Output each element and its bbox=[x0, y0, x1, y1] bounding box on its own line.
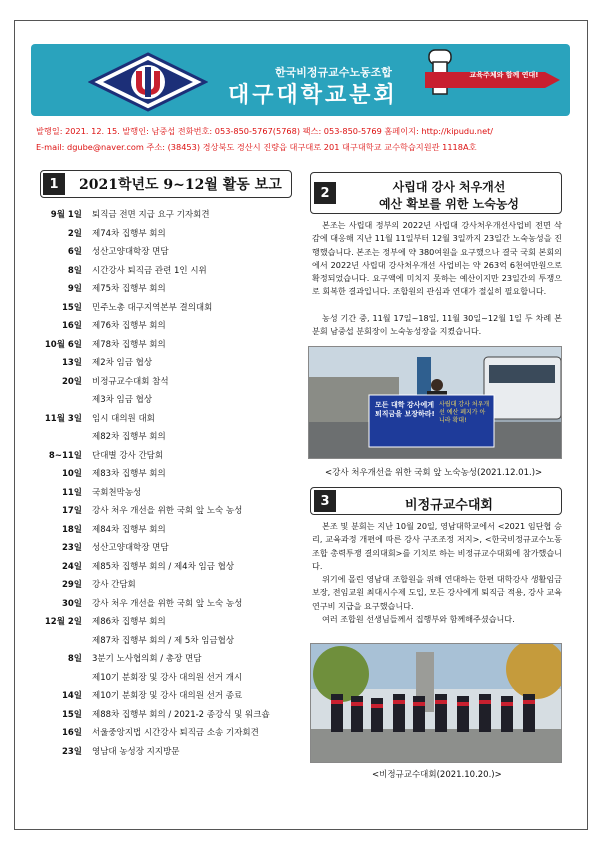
schedule-date: 8일 bbox=[67, 265, 82, 276]
schedule-date: 8일 bbox=[67, 654, 82, 664]
schedule-event: 시간강사 퇴직금 관련 1인 시위 bbox=[92, 265, 207, 276]
raised-fist-icon bbox=[415, 46, 565, 114]
schedule-date: 20일 bbox=[61, 376, 82, 387]
schedule-date: 8~11일 bbox=[48, 450, 82, 461]
schedule-date: 6일 bbox=[67, 247, 82, 257]
schedule-event: 영남대 농성장 지지방문 bbox=[92, 746, 180, 757]
publication-info: 발행일: 2021. 12. 15. 발행인: 남중섭 전화번호: 053-850-5767(5768) 팩스: 053-850-5769 홈페이지: http://kipudu.net/ bbox=[36, 126, 494, 136]
schedule-event: 비정규교수대회 참석 bbox=[92, 376, 169, 387]
schedule-date: 15일 bbox=[61, 302, 82, 313]
schedule-date: 17일 bbox=[61, 506, 82, 516]
union-logo-icon bbox=[88, 51, 208, 113]
schedule-event: 제84차 집행부 회의 bbox=[92, 524, 166, 535]
section2-paragraph2: 농성 기간 중, 11월 17일~18일, 11월 30일~12월 1일 두 차례 본 분회 남중섭 분회장이 노숙농성장을 지켰습니다. bbox=[312, 313, 562, 337]
rally-photo-caption: <비정규교수대회(2021.10.20.)> bbox=[372, 770, 502, 780]
schedule-event: 제86차 집행부 회의 bbox=[92, 617, 166, 627]
section1-title: 2021학년도 9~12월 활동 보고 bbox=[79, 177, 282, 193]
schedule-date: 23일 bbox=[61, 746, 82, 757]
schedule-event: 성산고양대학장 면담 bbox=[92, 543, 169, 553]
rally-photo-illustration bbox=[311, 644, 561, 762]
rally-photo bbox=[310, 643, 562, 763]
schedule-date: 29일 bbox=[61, 580, 82, 590]
protest-sign-text: 모든 대학 강사에게 퇴직금을 보장하라! bbox=[375, 401, 435, 418]
schedule-event: 제88차 집행부 회의 / 2021-2 종강식 및 워크숍 bbox=[92, 709, 270, 720]
schedule-event: 제78차 집행부 회의 bbox=[92, 339, 166, 350]
section3-paragraph2: 위기에 몰린 영남대 조합원을 위해 연대하는 한편 대학강사 생활임금 보장, 전임교원 최대시수제 도입, 모든 강사에게 퇴직금 적용, 강사 교육연구비 지급을 요구했습니다. bbox=[312, 574, 562, 611]
schedule-event: 제82차 집행부 회의 bbox=[92, 432, 166, 442]
schedule-date: 16일 bbox=[61, 321, 82, 331]
section1-number: 1 bbox=[43, 173, 65, 195]
schedule-date: 10월 6일 bbox=[44, 339, 82, 350]
schedule-event: 제2차 임금 협상 bbox=[92, 358, 153, 368]
section2-heading bbox=[310, 172, 562, 214]
schedule-date: 18일 bbox=[61, 524, 82, 535]
section1-heading bbox=[40, 170, 292, 198]
schedule-date: 11월 3일 bbox=[44, 413, 82, 424]
contact-info: E-mail: dgube@naver.com 주소: (38453) 경상북도 경산시 진량읍 대구대로 201 대구대학교 교수학습지원관 1118A호 bbox=[36, 142, 477, 152]
schedule-date: 14일 bbox=[61, 691, 82, 701]
schedule-event: 강사 처우 개선을 위한 국회 앞 노숙 농성 bbox=[92, 598, 243, 609]
schedule-event: 임시 대의원 대회 bbox=[92, 413, 155, 424]
section2-number: 2 bbox=[314, 182, 336, 204]
schedule-event: 퇴직금 전면 지급 요구 기자회견 bbox=[92, 210, 210, 220]
schedule-event: 강사 간담회 bbox=[92, 580, 136, 590]
schedule-date: 10일 bbox=[61, 469, 82, 479]
section3-paragraph3: 여러 조합원 선생님들께서 집행부와 함께해주셨습니다. bbox=[322, 614, 515, 624]
schedule-date: 30일 bbox=[61, 598, 82, 609]
protest-sign-subtext: 사립대 강사 처우개선 예산 폐지가 아니라 확대! bbox=[439, 401, 490, 424]
sit-in-photo bbox=[308, 346, 562, 459]
schedule-event: 제87차 집행부 회의 / 제 5차 임금협상 bbox=[92, 635, 235, 646]
schedule-event: 민주노총 대구지역본부 결의대회 bbox=[92, 302, 213, 313]
schedule-event: 제75차 집행부 회의 bbox=[92, 284, 166, 294]
schedule-event: 국회천막농성 bbox=[92, 487, 142, 498]
sit-in-photo-caption: <강사 처우개선을 위한 국회 앞 노숙농성(2021.12.01.)> bbox=[325, 468, 543, 478]
schedule-event: 강사 처우 개선을 위한 국회 앞 노숙 농성 bbox=[92, 506, 243, 516]
fist-banner-slogan: 교육주체와 함께 연대! bbox=[469, 71, 539, 79]
section3-heading bbox=[310, 487, 562, 515]
schedule-date: 13일 bbox=[61, 358, 82, 368]
schedule-date: 12월 2일 bbox=[44, 617, 82, 627]
schedule-event: 제3차 임금 협상 bbox=[92, 395, 153, 405]
schedule-event: 제10기 분회장 및 강사 대의원 선거 종료 bbox=[92, 691, 243, 701]
schedule-date: 24일 bbox=[61, 561, 82, 572]
section3-paragraph1: 본조 및 분회는 지난 10월 20일, 영남대학교에서 <2021 임단협 승리, 교육과정 개편에 따른 강사 구조조정 저지>, <한국비정규교수노동조합 총력투쟁 결의대회>를 기치로 하는 비정규교수대회에 참가했습니다. bbox=[312, 521, 562, 571]
schedule-date: 2일 bbox=[67, 228, 82, 239]
schedule-event: 단대별 강사 간담회 bbox=[92, 450, 164, 461]
section2-paragraph1: 본조는 사립대 정부의 2022년 사립대 강사처우개선사업비 전면 삭감에 대응해 지난 11월 11일부터 12월 3일까지 23일간 노숙농성을 진행했습니다. 본조는 정부에 약 380여원을 요구했으나 결국 국회 본회의에서 2022년 사립대 강사처우개선 사업비는 약 263억 6천여만원으로 확정되었습니다. 요구액에 미치지 못하는 예산이지만 23일간의 투쟁으로 회복한 결과입니다. 조합원의 관심과 연대가 절실히 필요합니다. bbox=[312, 220, 562, 297]
section2-title-line1: 사립대 강사 처우개선 bbox=[392, 180, 506, 194]
schedule-date: 9월 1일 bbox=[50, 210, 82, 220]
schedule-event: 제74차 집행부 회의 bbox=[92, 228, 166, 239]
schedule-date: 9일 bbox=[67, 284, 82, 294]
branch-name: 대구대학교분회 bbox=[228, 83, 398, 108]
schedule-date: 11일 bbox=[61, 487, 82, 498]
sit-in-photo-illustration bbox=[309, 347, 561, 458]
schedule-event: 제85차 집행부 회의 / 제4차 임금 협상 bbox=[92, 561, 235, 572]
schedule-event: 성산고양대학장 면담 bbox=[92, 247, 169, 257]
schedule-date: 16일 bbox=[61, 728, 82, 738]
schedule-date: 15일 bbox=[61, 709, 82, 720]
union-name: 한국비정규교수노동조합 bbox=[275, 66, 392, 79]
section3-title: 비정규교수대회 bbox=[405, 498, 493, 513]
schedule-date: 23일 bbox=[61, 543, 82, 553]
section2-title-line2: 예산 확보를 위한 노숙농성 bbox=[378, 197, 520, 211]
schedule-event: 제83차 집행부 회의 bbox=[92, 469, 166, 479]
schedule-event: 제10기 분회장 및 강사 대의원 선거 개시 bbox=[92, 672, 243, 683]
section3-number: 3 bbox=[314, 490, 336, 512]
schedule-event: 서울중앙지법 시간강사 퇴직금 소송 기자회견 bbox=[92, 728, 259, 738]
schedule-event: 3분기 노사협의회 / 총장 면담 bbox=[92, 654, 202, 664]
schedule-event: 제76차 집행부 회의 bbox=[92, 321, 166, 331]
